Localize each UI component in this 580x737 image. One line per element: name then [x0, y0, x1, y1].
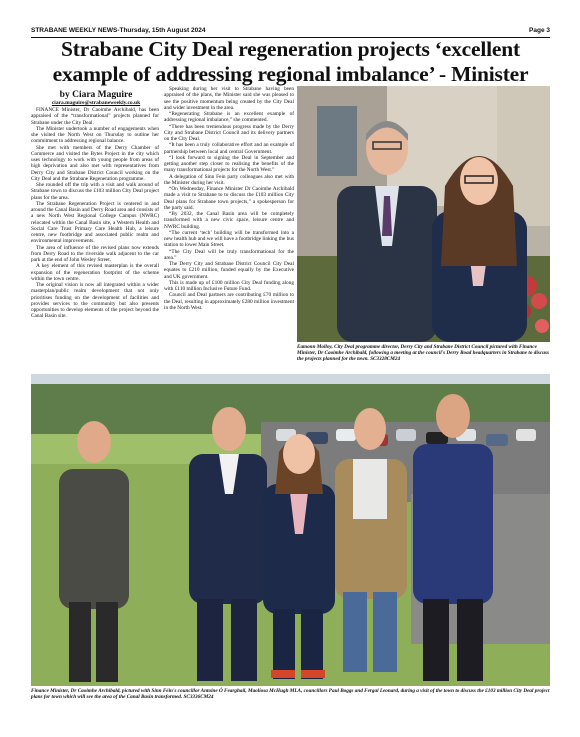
paragraph: The Derry City and Strabane District Council City Deal equates to £210 million, funded equally by the Executive and UK government.	[164, 261, 294, 280]
paragraph: “On Wednesday, Finance Minister Dr Caoimhe Archibald made a visit to Strabane to to discuss the £103 million City Deal plans for Strabane town projects,” a spokesperson for the party said.	[164, 186, 294, 211]
paragraph: “The City Deal will be truly transformational for the area.”	[164, 248, 294, 261]
photo-group	[31, 374, 550, 686]
paragraph: The original vision is now all integrated within a wider masterplan/public realm development that not only prioritises funding on the development of facilities and provides services to the community but also presents opportunities to develop elements of the project beyond the Canal Basin site.	[31, 282, 159, 320]
paragraph: A key element of this revised masterplan is the overall expansion of the regeneration footprint of the scheme within the town centre.	[31, 263, 159, 282]
paragraph: “It has been a truly collaborative effort and an example of partnership between local and central Government.	[164, 142, 294, 155]
photo-caption-1: Eamonn Molloy, City Deal programme director, Derry City and Strabane District Council pictured with Finance Minister, Dr Caoimhe Archibald, following a meeting at the council's Derry Road headquarters in Strabane to discuss the projects planned for the town. SC3328CM24	[297, 344, 550, 362]
paragraph: FINANCE Minister, Dr Caoimhe Archibald, has been appraised of the “transformational” projects planned for Strabane under the City Deal.	[31, 107, 159, 126]
paragraph: The area of influence of the revised plans now extends from Derry Road to the riverside walk adjacent to the car park at the end of John Wesley Street.	[31, 244, 159, 263]
headline: Strabane City Deal regeneration projects ‘excellent example of addressing regional imbalance’ - Minister	[52, 37, 529, 86]
photo-caption-2: Finance Minister, Dr Caoimhe Archibald, pictured with Sinn Féin's councillor Antoine Ó Fearghail, Maolíosa McHugh MLA, councillors Paul Boggs and Fergal Leonard, during a visit of the town to discuss the £103 million City Deal project plans for town which will see the area of the Canal Basin transformed. SC3336CM24	[31, 688, 550, 700]
paragraph: Council and Deal partners are contributing £70 million to the Deal, resulting in approximately £280 million investment in the North West.	[164, 292, 294, 311]
byline	[31, 90, 161, 106]
paragraph: She met with members of the Derry Chamber of Commerce and visited the Bytes Project in the city which uses technology to work with young people from areas of high deprivation and also met with representatives from Derry City and Strabane District Council working on the City Deal and the Strabane Regeneration programme.	[31, 144, 159, 182]
paragraph: Speaking during her visit to Strabane having been appraised of the plans, the Minister said she was pleased to see the positive momentum being created by the City Deal and wider investment in the area.	[164, 86, 294, 111]
paragraph: “By 2032, the Canal Basin area will be completely transformed with a new civic space, leisure centre and NWRC building.	[164, 211, 294, 230]
paragraph: This is made up of £100 million City Deal funding along with £110 million Inclusive Future Fund.	[164, 279, 294, 292]
page-number: Page 3	[529, 27, 550, 34]
publication-line: STRABANE WEEKLY NEWS-Thursday, 15th August 2024	[31, 27, 206, 34]
paragraph: The Strabane Regeneration Project is centered in and around the Canal Basin and Derry Road area and consists of a new North West Regional College Campus (NWRC) relocated within the Canal Basin site, a Western Health and Social Care Trust Primary Care Health Hub, a leisure centre, new footbridge and associated public realm and environmental improvements.	[31, 200, 159, 245]
paragraph: The Minister undertook a number of engagements when she visited the North West on Thursday to outline her commitment to addressing regional balance.	[31, 125, 159, 145]
paragraph: A delegation of Sinn Fein party colleagues also met with the Minister during her visit.	[164, 173, 294, 186]
paragraph: “I look forward to signing the Deal in September and getting another step closer to realising the benefits of the many transformational projects for the North West.”	[164, 154, 294, 174]
paragraph: “Regenerating Strabane is an excellent example of addressing regional imbalance,” she commented.	[164, 111, 294, 124]
photo-minister-and-director	[297, 86, 550, 342]
author-email[interactable]: ciara.maguire@strabaneweekly.co.uk	[51, 100, 141, 106]
article-column-1	[31, 107, 159, 320]
paragraph: She rounded off the trip with a visit and walk around of Strabane town to discuss the £103 million City Deal project plans for the area.	[31, 182, 159, 201]
byline-name: by Ciara Maguire	[59, 90, 133, 100]
article-column-2	[164, 86, 294, 311]
paragraph: “There has been tremendous progress made by the Derry City and Strabane District Council and its delivery partners on the City Deal.	[164, 123, 294, 142]
paragraph: “The current ‘tech’ building will be transformed into a new health hub and we will have a footbridge linking the bus station to lower Main Street.	[164, 229, 294, 249]
